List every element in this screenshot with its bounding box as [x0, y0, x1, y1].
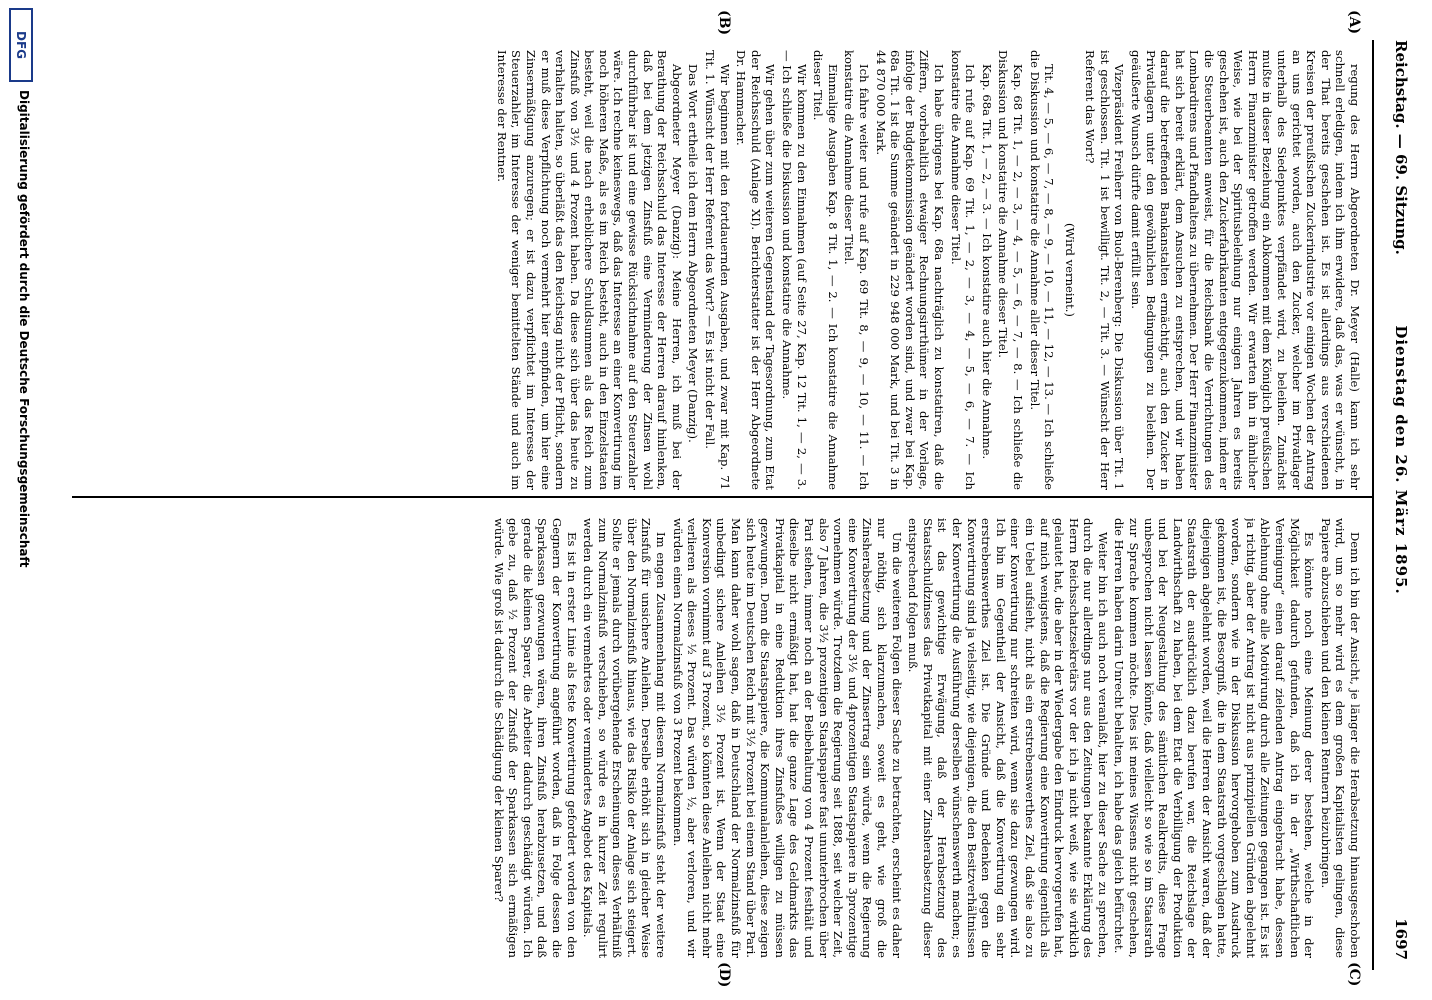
digitization-credit — [7, 0, 37, 1000]
paragraph: Kap. 68a Tit. 1, — 2, — 3. — Ich konstatire auch hier die Annahme. — [979, 64, 994, 460]
right-text-column — [72, 518, 1362, 958]
column-divider — [72, 496, 1372, 498]
paragraph: Einmalige Ausgaben Kap. 8 Tit. 1, — 2. — Ich konstatire die Annahme dieser Titel. — [811, 50, 840, 490]
paragraph: Im engen Zusammenhang mit diesem Normalzinsfuß steht der weitere Zinsfuß für unsichere Anleihen. Derselbe erhöht sich in gleicher Weise über den Normalzinsfuß hinaus, wie das Risiko der Anlage sich steigert. Sollte er jemals durch vorübergehende Erscheinungen dieses Verhältniß zum Normalzinsfuß verschieben, so würde es in kurzer Zeit regulirt werden durch ein vermehrtes oder vermindertes Angebot des Kapitals. — [581, 518, 669, 958]
paragraph: regung des Herrn Abgeordneten Dr. Meyer (Halle) kann ich sehr schnell erledigen, indem ich ihm erwidere, daß das, was er wünscht, in der That bereits geschehen ist. Es ist allerdings aus verschiedenen Kreisen der preußischen Zuckerindustrie vor einigen Wochen der Antrag an uns gerichtet worden, auch den Zucker, welcher im Privatlager unterhalb des Siedepunktes verpfändet wird, zu beleihen. Zunächst mußte in dieser Beziehung ein Abkommen mit dem Königlich preußischen Herrn Finanzminister getroffen werden. Wir erwarten ihn in ähnlicher Weise, wie bei der Spiritusbeleihung nur einigen Jahren es bereits geschehen ist, auch den Zuckerfabrikanten entgegenzukommen, indem er die Steuerbeamten anweist, für die Reichsbank die Verrichtungen des Lombardirens und Pfandhaltens zu übernehmen. Der Herr Finanzminister hat sich bereit erklärt, dem Ansuchen zu entsprechen, und wir haben darauf die betreffenden Bankanstalten ermächtigt, auch den Zucker in Privatlagern unter den gewöhnlichen Bedingungen zu beleihen. Der geäußerte Wunsch dürfte damit erfüllt sein. — [1129, 50, 1362, 490]
margin-letter-c: (C) — [1346, 962, 1362, 987]
paragraph: Ich fahre weiter und rufe auf Kap. 69 Tit. 8, — 9, — 10, — 11. — Ich konstatire die Annahme dieser Titel. — [842, 50, 871, 490]
paragraph: Wir beginnen mit den fortdauernden Ausgaben, und zwar mit Kap. 71 Tit. 1. Wünscht der Herr Referent das Wort? — Es ist nicht der Fall. — [703, 50, 732, 490]
paragraph: Tit. 4, — 5, — 6, — 7, — 8, — 9, — 10, — 11, — 12, — 13. — Ich schließe die Diskussion und konstatire die Annahme aller dieser Titel. — [1027, 50, 1057, 490]
paragraph: Abgeordneter Meyer (Danzig): Meine Herren, ich muß bei der Berathung der Reichsschuld das Interesse der Herren darauf hinlenken, daß bei dem jetzigen Zinsfuß eine Verminderung der Zinsen wohl durchführbar ist und eine gewisse Rücksichtnahme auf den Steuerzahler wäre. Ich rechne keineswegs, daß das Interesse an einer Konvertirung im noch höheren Maße, als es im Reich besteht, auch in den Einzelstaaten besteht, weil die nach erheblichere Schuldsummen als das Reich zum Zinsfuß von 3½ und 4 Prozent haben. Da diese sich über das heute zu verhalten halten, so überläßt das den Reichstag nicht der Pflicht, sondern er muß diese Verpflichtung noch vermehrt hier empfinden, um hier eine Zinsermäßigung anzuregen; er ist dazu verpflichtet im Interesse der Steuerzahler, im Interesse der weniger bemittelten Stände und auch im Interesse der Rentner. — [494, 50, 684, 490]
running-header — [1366, 0, 1432, 1000]
paragraph: Denn ich bin der Ansicht, je länger die Herabsetzung hinausgeschoben wird, um so mehr wird es dem großen Kapitalisten gelingen, diese Papiere abzuschieben und den kleinen Rentnern beizubringen. — [1318, 518, 1362, 958]
margin-letter-b: (B) — [716, 10, 732, 36]
left-text-column — [72, 50, 1362, 490]
dfg-logo-icon: DFG — [9, 8, 33, 82]
paragraph: Wir gehen über zum weiteren Gegenstand der Tagesordnung, zum Etat der Reichsschuld (Anlage XI). Berichterstatter ist der Herr Abgeordnete Dr. Hammacher. — [734, 50, 778, 490]
paragraph: Weiter bin ich auch noch veranlaßt, hier zu dieser Sache zu sprechen, durch die nur allerdings nur aus den Zeitungen bekannte Erklärung des Herrn Reichsschatzsekretärs vor der ich ja nicht weiß, wie sie wirklich gelautet hat, die aber in der Wiedergabe den Eindruck hervorgerufen hat, auf mich wenigstens, daß die Regierung eine Konvertirung eigentlich als ein Uebel aufsieht, nicht als ein erstrebenswerthes Ziel, daß sie also zu einer Konvertirung nur schreiten wird, wenn sie dazu gezwungen wird. Ich bin im Gegentheil der Ansicht, daß die Konvertirung ein sehr erstrebenswerthes Ziel ist. Die Gründe und Bedenken gegen die Konvertirung sind ja vielseitig, wie diejenigen, die den Besitzverhältnissen der Konvertirung die Ausführung derselben wünschenswerth machen; es ist das gewichtige Erwägung, daß der Herabsetzung des Staatsschuldzinses das Privatkapital mit einer Zinsherabsetzung dieser entsprechend folgen muß. — [906, 518, 1110, 958]
header-session: Reichstag. — 69. Sitzung. — [1392, 40, 1410, 255]
paragraph: Vizepräsident Freiherr von Buol-Berenberg: Die Diskussion über Tit. 1 ist geschlossen. Tit. 1 ist bewilligt. Tit. 2, — Tit. 3. — Wünscht der Herr Referent das Wort? — [1083, 50, 1127, 490]
margin-letter-d: (D) — [716, 962, 732, 988]
paragraph: Wir kommen zu den Einnahmen (auf Seite 27, Kap. 12 Tit. 1, — 2, — 3. — Ich schließe die Diskussion und konstatire die Annahme. — [780, 50, 809, 490]
page-number: 1697 — [1392, 918, 1410, 960]
header-date: Dienstag den 26. März 1895. — [1392, 325, 1410, 595]
credit-text: Digitalisierung gefördert durch die Deutsche Forschungsgemeinschaft — [17, 90, 31, 568]
paragraph: (Wird verneint.) — [1062, 223, 1077, 317]
paragraph: Es könnte noch eine Meinung derer bestehen, welche in der Möglichkeit dadurch gefunden, daß ich in der „Wirthschaftlichen Vereinigung“ einen darauf zielenden Antrag eingebracht habe, dessen Ablehnung ohne alle Motivirung durch alle Zeitungen gegangen ist. Es ist ja richtig, aber der Antrag ist nicht aus prinzipiellen Gründen abgelehnt worden, sondern wie in der Diskussion hervorgehoben zum Ausdruck gekommen ist, die Besorgniß, die in dem Staatsrath vorgeschlagen hatte, diejenigen abgelehnt worden, weil die Herren der Ansicht waren, daß der Staatsrath der ausdrücklich dazu berufen war, die Reichslage der Landwirthschaft zu haben, bei dem Etat die Verbilligung der Produktion und bei der Neugestaltung des sämtlichen Realkredits, diese Frage unbesprochen nicht lassen könnte, daß vielleicht so wie so im Staatsrath zur Sprache kommen möchte. Dies ist meines Wissens nicht geschehen, die Herren haben darin Unrecht behalten, ich habe das gleich befürchtet. — [1112, 518, 1317, 958]
paragraph: Das Wort ertheile ich dem Herrn Abgeordneten Meyer (Danzig). — [686, 64, 701, 443]
paragraph: Ich rufe auf Kap. 69 Tit. 1, — 2, — 3, — 4, — 5, — 6, — 7. — Ich konstatire die Annahme dieser Titel. — [948, 50, 978, 490]
paragraph: Um die weiteren Folgen dieser Sache zu betrachten, erscheint es daher nur nöthig, sich klarzumachen, soweit es geht, wie groß die Zinsherabsetzung und der Zinsertrag sein würde, wenn die Regierung eine Konvertirung der 3½ und 4prozentigen Staatspapiere in 3prozentige vornehmen würde. Trotzdem die Regierung seit 1888, seit welcher Zeit, also 7 Jahren, die 3½ prozentigen Staatspapiere fast ununterbrochen über Pari stehen, immer noch an der Beibehaltung von 4 Prozent festhält und dieselbe nicht ermäßigt hat, hat die ganze Lage des Geldmarkts das Privatkapital in eine Reduktion ihres Zinsfußes willigen zu müssen gezwungen. Denn die Staatspapiere, die Kommunalanleihen, diese zeigen sich heute im Deutschen Reich mit 3½ Prozent bei einem Stand über Pari. Man kann daher wohl sagen, daß in Deutschland der Normalzinsfuß für unbedingt sichere Anleihen 3½ Prozent ist. Wenn der Staat eine Konversion vornimmt auf 3 Prozent, so könnten diese Anleihen nicht mehr verlieren als dieses ½ Prozent. Das würden ½, aber verloren, und wir würden einen Normalzinsfuß von 3 Prozent bekommen. — [670, 518, 904, 958]
paragraph: Ich habe übrigens bei Kap. 68a nachträglich zu konstatiren, daß die Ziffern, vorbehaltlich etwaiger Rechnungsirrthümer in der Vorlage, infolge der Budgetkommission geändert worden sind, und zwar bei Kap. 68a Tit. 1 ist die Summe geändert in 229 948 000 Mark, und bei Tit. 3 in 44 870 000 Mark. — [873, 50, 946, 490]
margin-letter-a: (A) — [1346, 10, 1362, 35]
paragraph: Kap. 68 Tit. 1, — 2, — 3, — 4, — 5, — 6, — 7, — 8. — Ich schließe die Diskussion und konstatire die Annahme dieser Titel. — [996, 50, 1025, 490]
header-rule — [1372, 40, 1374, 970]
paragraph: Es ist in erster Linie als feste Konvertirung gefordert worden von den Gegnern der Konvertirung angeführt worden, daß in Folge dessen die Sparkassen gezwungen wären, ihren Zinsfuß herabzusetzen, und daß gerade die kleinen Sparer, die Arbeiter dadurch geschädigt würden. Ich gebe zu, daß ½ Prozent der Zinsfuß der Sparkassen sich ermäßigen würde. Wie groß ist dadurch die Schädigung der kleinen Sparer? — [491, 518, 579, 958]
